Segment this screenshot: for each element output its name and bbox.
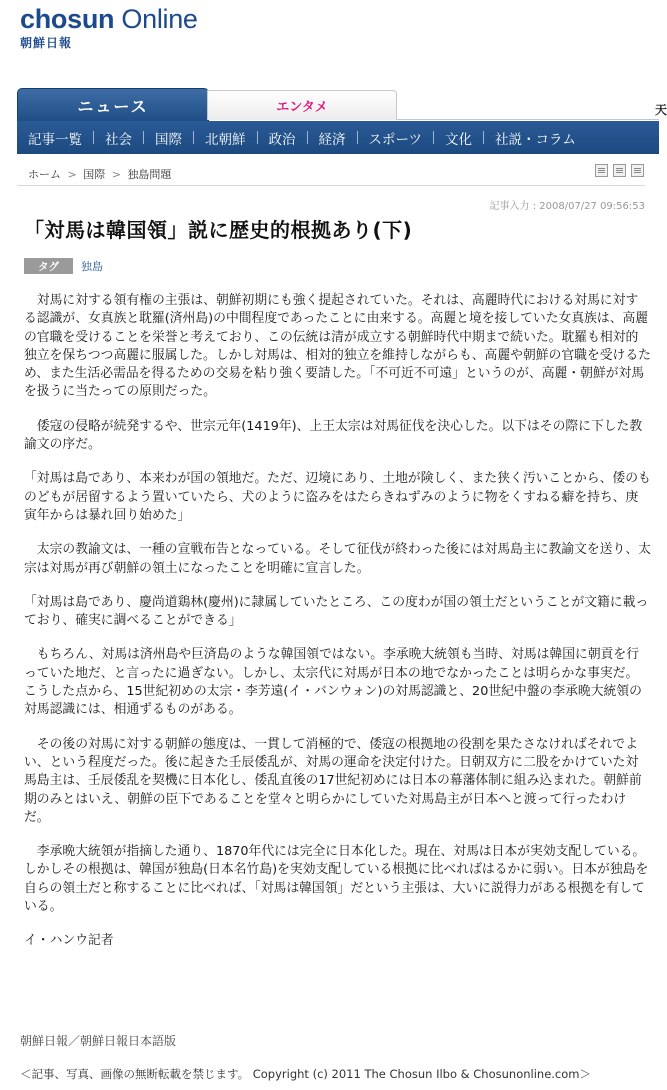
font-size-icon[interactable] — [631, 164, 644, 177]
tab-entertainment[interactable]: エンタメ — [207, 90, 397, 120]
breadcrumb-separator: > — [67, 168, 77, 181]
tab-more-label: 天 — [654, 103, 667, 117]
article-quote: 「対馬は島であり、慶尚道鶏林(慶州)に隷属していたところ、この度わが国の領土だということが文籍に載っており、確実に調べることができる」 — [24, 594, 649, 629]
breadcrumb-home[interactable]: ホーム — [28, 168, 61, 181]
article-paragraph: 倭寇の侵略が続発するや、世宗元年(1419年)、上王太宗は対馬征伐を決心した。以下はその際に下した教諭文の序だ。 — [24, 418, 643, 453]
article-paragraph: 対馬に対する領有権の主張は、朝鮮初期にも強く提起されていた。それは、高麗時代における対馬に対する認識が、女真族と耽羅(済州島)の中間程度であったことに由来する。高麗と境を接していた女真族は、高麗の官職を受けることを栄誉と考えており、この伝統は清が成立する朝鮮時代中期まで続いた。耽羅も相対的独立を保ちつつ高麗に服属した。しかし対馬は、相対的独立を維持しながらも、高麗や朝鮮の官職を受けるため、また生活必需品を得るための交易を粘り強く要請した。「不可近不可遠」というのが、高麗・朝鮮が対馬を扱うに当たっての原則だった。 — [24, 293, 651, 400]
copyright-notice: ＜記事、写真、画像の無断転載を禁じます。 Copyright (c) 2011 The Chosun Ilbo & Chosunonline.com＞ — [20, 1067, 591, 1081]
nav-item-international[interactable]: 国際 — [155, 131, 182, 148]
main-nav — [17, 121, 659, 154]
article-source: 朝鮮日報／朝鮮日報日本語版 — [20, 1034, 177, 1048]
article-byline: イ・ハンウ記者 — [24, 933, 114, 949]
tab-more[interactable] — [396, 95, 667, 120]
breadcrumb-dokdo[interactable]: 独島問題 — [127, 168, 172, 181]
article-paragraph: 太宗の教諭文は、一種の宣戦布告となっている。そして征伐が終わった後には対馬島主に教諭文を送り、太宗は対馬が再び朝鮮の領土になったことを明確に宣言した。 — [24, 542, 651, 576]
breadcrumb — [28, 166, 171, 182]
nav-item-politics[interactable]: 政治 — [268, 131, 296, 148]
nav-item-sports[interactable]: スポーツ — [368, 131, 422, 148]
nav-item-economy[interactable]: 経済 — [318, 131, 346, 148]
nav-item-article-list[interactable]: 記事一覧 — [28, 131, 82, 148]
nav-item-culture[interactable]: 文化 — [444, 131, 472, 148]
breadcrumb-divider — [17, 185, 645, 186]
email-icon[interactable] — [613, 164, 626, 177]
tab-news[interactable]: ニュース — [17, 88, 209, 122]
article-date: 記事入力 : 2008/07/27 09:56:53 — [489, 201, 645, 212]
tag-link[interactable]: 独島 — [81, 260, 103, 273]
logo-subtitle: 朝鮮日報 — [20, 36, 73, 50]
logo-wordmark-online: Online — [114, 4, 198, 34]
site-logo[interactable] — [20, 4, 198, 51]
article-paragraph: その後の対馬に対する朝鮮の態度は、一貫して消極的で、倭寇の根拠地の役割を果たさなければそれでよい、という程度だった。後に起きた壬辰倭乱が、対馬の運命を決定付けた。日朝双方に二股をかけていた対馬島主は、壬辰倭乱を契機に日本化し、倭乱直後の17世紀初めには日本の幕藩体制に組み込まれた。朝鮮前期のみとはいえ、朝鮮の臣下であることを堂々と明らかにしていた対馬島主が日本へと渡って行ったわけだ。 — [24, 736, 642, 825]
article-quote: 「対馬は島であり、本来わが国の領地だ。ただ、辺境にあり、土地が険しく、また狭く汚いことから、倭のものどもが居留するよう置いていたら、犬のように盗みをはたらきねずみのように物をくすねる癖を持ち、庚寅年からは暴れ回り始めた」 — [24, 471, 651, 523]
article-body — [24, 292, 651, 967]
breadcrumb-international[interactable]: 国際 — [83, 168, 106, 181]
nav-item-editorial-column[interactable]: 社説・コラム — [494, 131, 576, 148]
article-tools — [595, 164, 644, 177]
breadcrumb-separator: > — [111, 168, 121, 181]
tag-label: タグ — [24, 258, 73, 274]
logo-wordmark-bold: chosun — [20, 4, 115, 34]
print-icon[interactable] — [595, 164, 608, 177]
nav-item-society[interactable]: 社会 — [105, 131, 132, 148]
article-paragraph: もちろん、対馬は済州島や巨済島のような韓国領ではない。李承晩大統領も当時、対馬は韓国に朝貢を行っていた地だ、と言ったに過ぎない。しかし、太宗代に対馬が日本の地でなかったことは明らかな事実だ。こうした点から、15世紀初めの太宗・李芳遠(イ・バンウォン)の対馬認識と、20世紀中盤の李承晩大統領の対馬認識には、相通ずるものがある。 — [24, 647, 642, 718]
nav-item-north-korea[interactable]: 北朝鮮 — [205, 131, 246, 148]
logo-wordmark — [20, 4, 198, 34]
article-paragraph: 李承晩大統領が指摘した通り、1870年代には完全に日本化した。現在、対馬は日本が実効支配している。しかしその根拠は、韓国が独島(日本名竹島)を実効支配している根拠に比べればはるかに弱い。日本が独島を自らの領土だと称することに比べれば、「対馬は韓国領」だという主張は、大いに説得力がある根拠を有している。 — [24, 844, 649, 915]
article-title: 「対馬は韓国領」説に歴史的根拠あり(下) — [24, 218, 413, 242]
tag-row — [24, 258, 103, 274]
